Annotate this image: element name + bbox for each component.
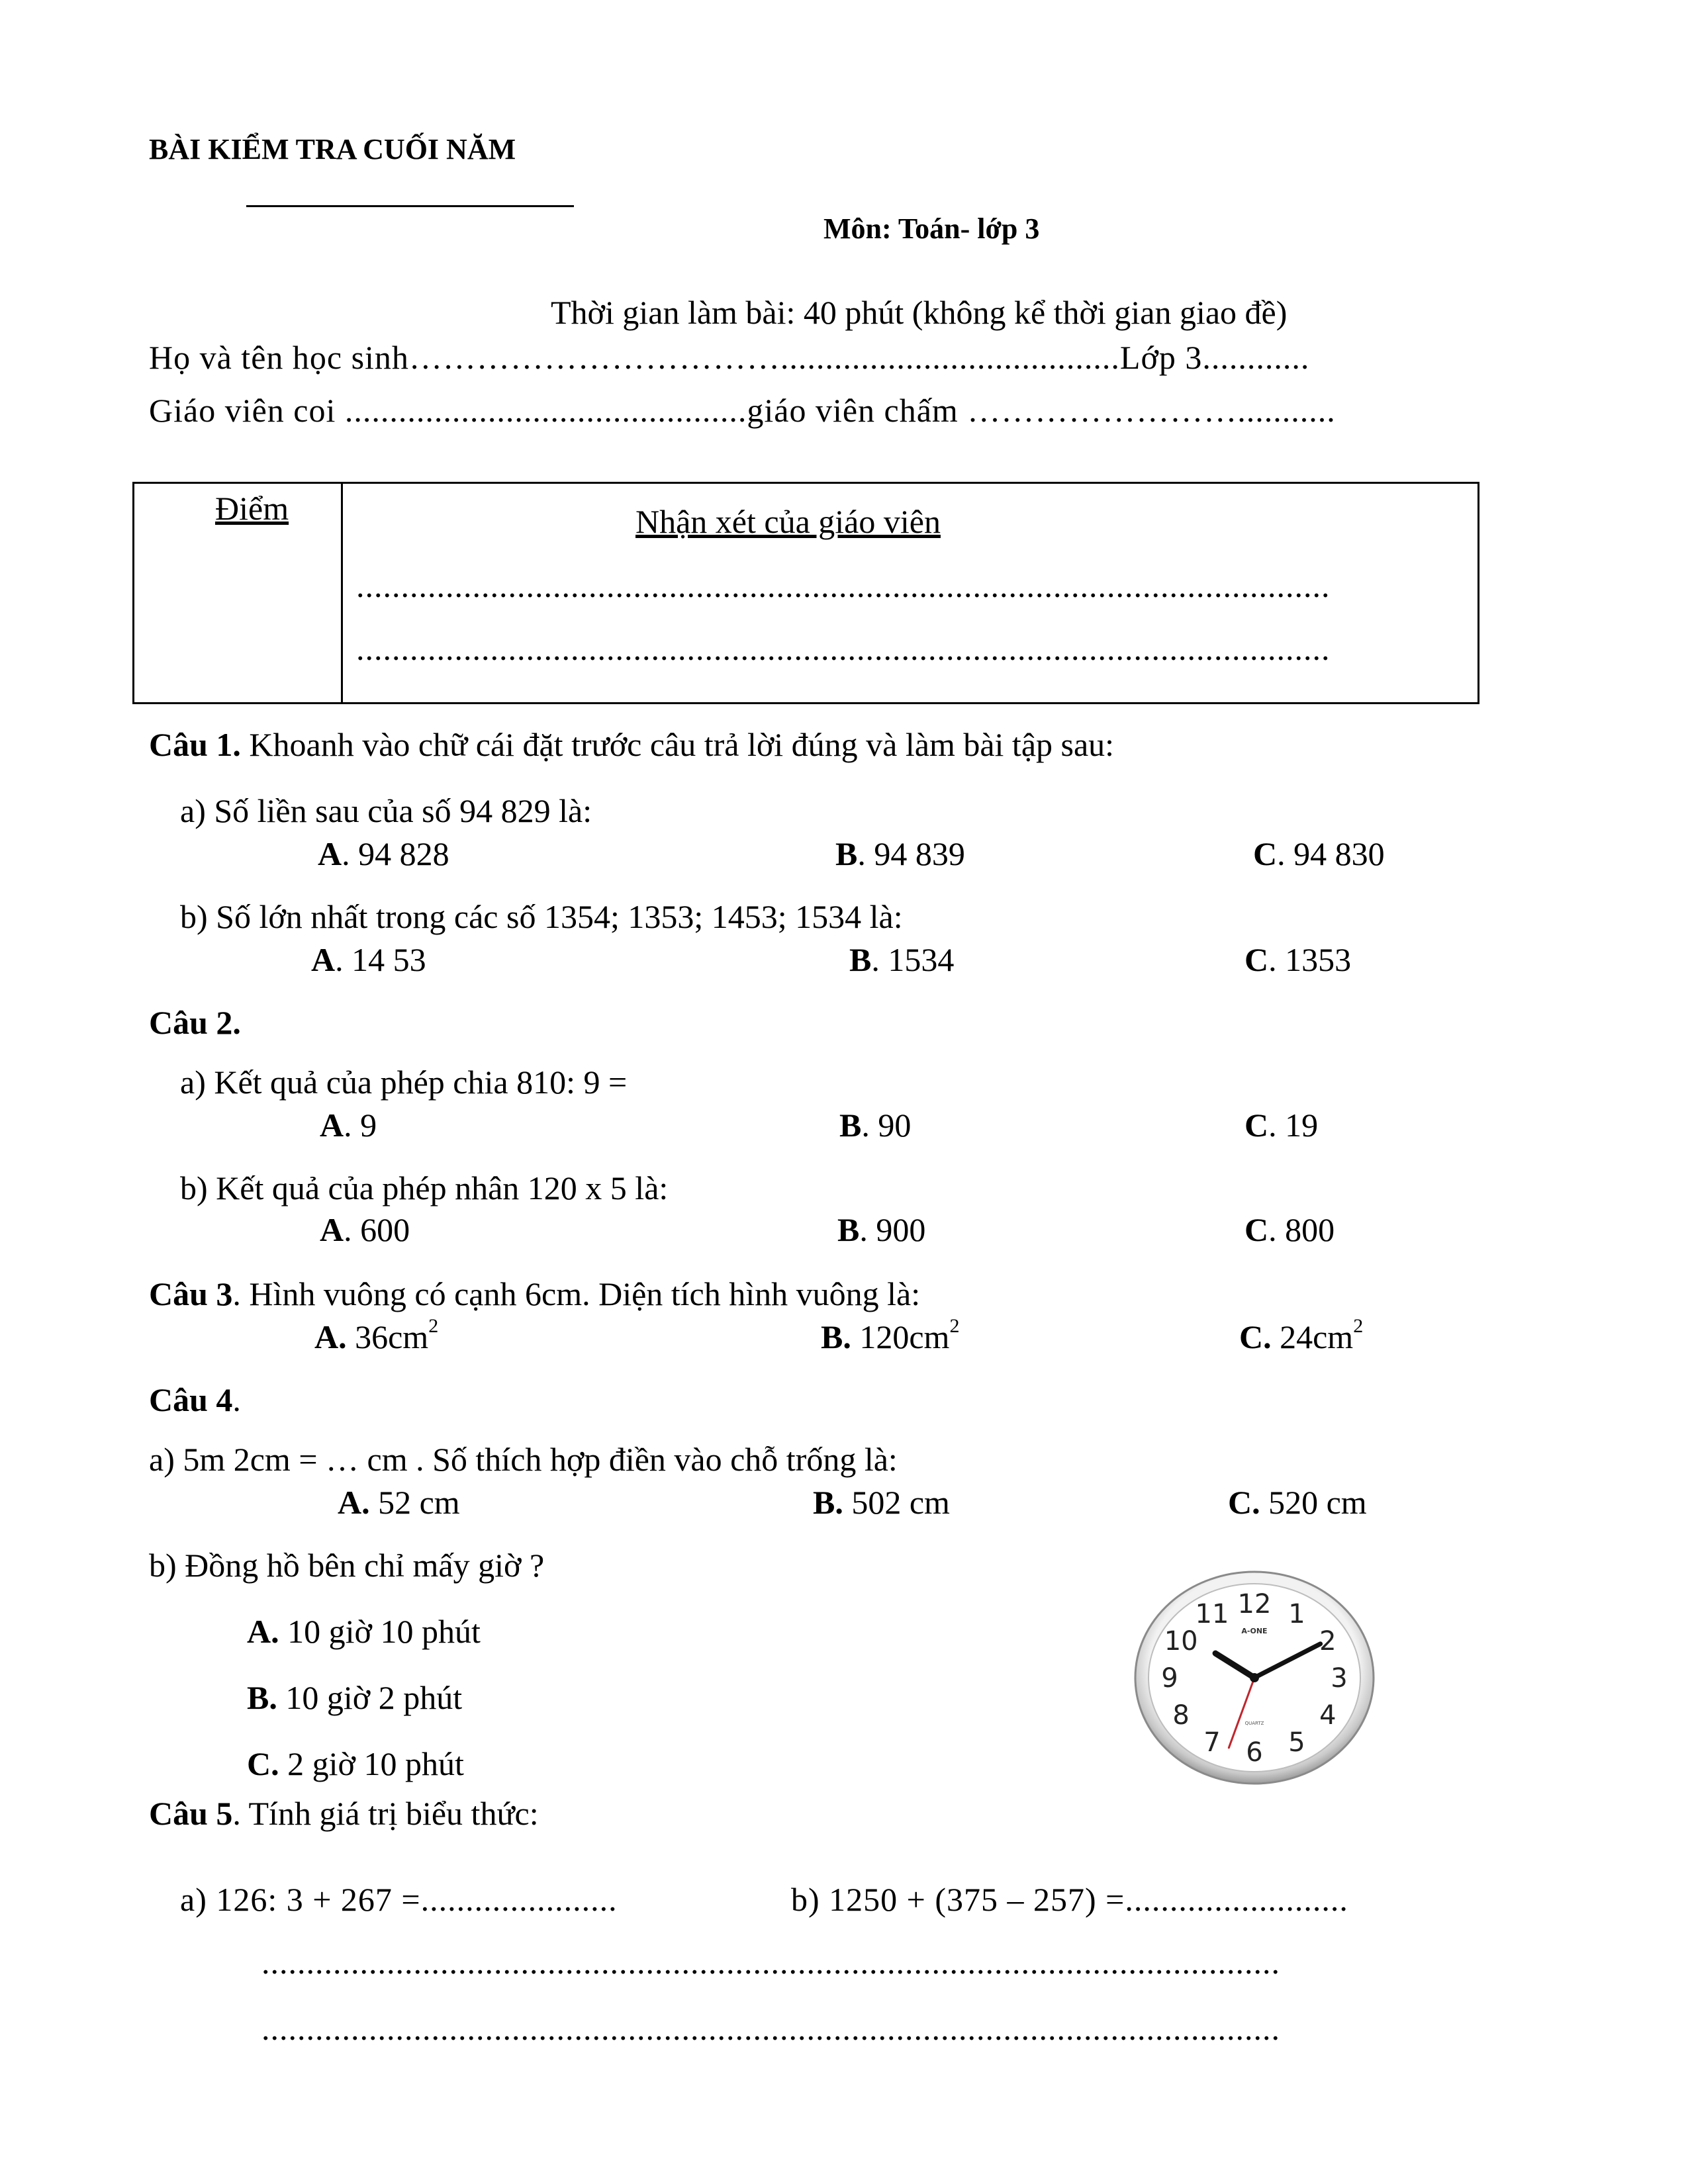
q1b-option-c[interactable] (1244, 940, 1351, 979)
q5-text: . Tính giá trị biểu thức: (232, 1795, 539, 1832)
q2a-option-b[interactable] (839, 1105, 911, 1145)
q5-label: Câu 5 (149, 1795, 233, 1832)
option-letter: C (1244, 941, 1269, 978)
option-letter: B (835, 835, 858, 872)
clock-numeral: 10 (1164, 1626, 1198, 1657)
comment-dots-1: ............................................................................................................. (356, 567, 1331, 604)
option-letter: A (320, 1211, 344, 1248)
q1-text: Khoanh vào chữ cái đặt trước câu trả lời đúng và làm bài tập sau: (240, 726, 1115, 763)
option-letter: B. (813, 1484, 843, 1521)
option-text: 120cm (851, 1318, 950, 1355)
option-text: . 19 (1268, 1107, 1319, 1144)
q2a-option-c[interactable] (1244, 1105, 1318, 1145)
q4a-prompt: a) 5m 2cm = … cm . Số thích hợp điền vào chỗ trống là: (149, 1441, 898, 1478)
q4-label: Câu 4 (149, 1381, 233, 1418)
superscript: 2 (1353, 1315, 1364, 1337)
clock-numeral: 1 (1288, 1599, 1305, 1630)
q3-label: Câu 3 (149, 1275, 233, 1312)
q4b-option-c[interactable] (247, 1744, 464, 1784)
option-letter: B (849, 941, 872, 978)
q2b-option-c[interactable] (1244, 1210, 1335, 1250)
clock-numeral: 12 (1237, 1589, 1272, 1619)
q3-option-c[interactable] (1239, 1317, 1363, 1357)
q2-label: Câu 2. (149, 1004, 241, 1041)
option-letter: B. (247, 1679, 277, 1716)
q1-label: Câu 1. (149, 726, 241, 763)
option-text: 24cm (1271, 1318, 1354, 1355)
option-text: . 94 828 (342, 835, 449, 872)
q2b-option-a[interactable] (320, 1210, 410, 1250)
option-letter: C (1244, 1107, 1269, 1144)
clock-numeral: 9 (1161, 1663, 1178, 1694)
comment-label: Nhận xét của giáo viên (635, 503, 941, 540)
q4-heading (149, 1380, 241, 1420)
clock-numeral: 6 (1246, 1737, 1263, 1768)
comment-dots-2: ............................................................................................................. (356, 630, 1331, 667)
q1b-option-b[interactable] (849, 940, 954, 979)
clock-numeral: 5 (1288, 1727, 1305, 1758)
clock-numeral: 8 (1172, 1700, 1190, 1731)
option-text: 2 giờ 10 phút (279, 1745, 464, 1782)
option-letter: C. (1228, 1484, 1260, 1521)
q1a-prompt: a) Số liền sau của số 94 829 là: (180, 792, 592, 829)
option-letter: B (837, 1211, 860, 1248)
clock-numeral: 11 (1195, 1599, 1229, 1630)
q2a-option-a[interactable] (320, 1105, 377, 1145)
q1b-option-a[interactable] (311, 940, 426, 979)
option-letter: A. (314, 1318, 347, 1355)
option-letter: A. (247, 1613, 279, 1650)
option-letter: A (320, 1107, 344, 1144)
q4a-option-b[interactable] (813, 1482, 950, 1522)
subject-line: Môn: Toán- lớp 3 (823, 212, 1040, 245)
option-text: 10 giờ 2 phút (277, 1679, 463, 1716)
option-text: 52 cm (369, 1484, 460, 1521)
clock-numeral: 3 (1331, 1663, 1348, 1694)
option-letter: A (318, 835, 342, 872)
option-letter: C (1253, 835, 1278, 872)
superscript: 2 (428, 1315, 439, 1337)
q1b-prompt: b) Số lớn nhất trong các số 1354; 1353; 1453; 1534 là: (180, 898, 903, 935)
option-text: . 1353 (1268, 941, 1352, 978)
option-letter: A. (338, 1484, 370, 1521)
option-text: . 9 (344, 1107, 377, 1144)
option-text: . 94 830 (1277, 835, 1385, 872)
clock-brand: A-ONE (1241, 1627, 1268, 1635)
q4a-option-a[interactable] (338, 1482, 460, 1522)
score-box-divider (341, 482, 343, 704)
option-letter: C. (1239, 1318, 1272, 1355)
q3-heading (149, 1274, 920, 1314)
q5-heading (149, 1794, 539, 1833)
q4b-prompt: b) Đồng hồ bên chỉ mấy giờ ? (149, 1547, 545, 1584)
clock-numeral: 4 (1319, 1700, 1336, 1731)
q2b-prompt: b) Kết quả của phép nhân 120 x 5 là: (180, 1169, 669, 1206)
q5b-expression[interactable]: b) 1250 + (375 – 257) =......................... (791, 1881, 1348, 1918)
q1-heading (149, 725, 1114, 764)
option-letter: B. (821, 1318, 851, 1355)
option-letter: C. (247, 1745, 279, 1782)
time-line: Thời gian làm bài: 40 phút (không kể thời gian giao đề) (551, 294, 1288, 331)
q1a-option-a[interactable] (318, 834, 449, 874)
teacher-line: Giáo viên coi .............................................giáo viên chấm ……………………........... (149, 392, 1336, 429)
q5-work-dots-2[interactable]: .................................................................................................................. (261, 2010, 1280, 2047)
q1a-option-c[interactable] (1253, 834, 1385, 874)
option-text: 36cm (346, 1318, 429, 1355)
option-text: . 600 (344, 1211, 410, 1248)
q1a-option-b[interactable] (835, 834, 965, 874)
score-label: Điểm (215, 490, 289, 527)
clock-numeral: 2 (1319, 1626, 1336, 1657)
q4b-option-a[interactable] (247, 1612, 481, 1651)
option-text: . 90 (861, 1107, 912, 1144)
title-underline (246, 205, 574, 207)
q3-option-a[interactable] (314, 1317, 438, 1357)
q5a-expression[interactable]: a) 126: 3 + 267 =...................... (180, 1881, 618, 1918)
option-letter: B (839, 1107, 862, 1144)
option-text: . 1534 (871, 941, 955, 978)
superscript: 2 (949, 1315, 960, 1337)
q5-work-dots-1[interactable]: .................................................................................................................. (261, 1944, 1280, 1981)
q4a-option-c[interactable] (1228, 1482, 1367, 1522)
option-letter: A (311, 941, 336, 978)
clock-quartz-label: QUARTZ (1244, 1721, 1264, 1726)
wall-clock-image (1132, 1569, 1377, 1787)
option-text: 10 giờ 10 phút (279, 1613, 481, 1650)
q2b-option-b[interactable] (837, 1210, 925, 1250)
option-text: . 800 (1268, 1211, 1335, 1248)
option-text: . 900 (859, 1211, 926, 1248)
q4b-option-b[interactable] (247, 1678, 462, 1717)
option-letter: C (1244, 1211, 1269, 1248)
q2a-prompt: a) Kết quả của phép chia 810: 9 = (180, 1064, 628, 1101)
q3-option-b[interactable] (821, 1317, 959, 1357)
option-text: 520 cm (1260, 1484, 1367, 1521)
option-text: 502 cm (843, 1484, 950, 1521)
clock-center-pin (1250, 1673, 1259, 1682)
clock-numeral: 7 (1203, 1727, 1221, 1758)
option-text: . 14 53 (335, 941, 426, 978)
q3-text: . Hình vuông có cạnh 6cm. Diện tích hình vuông là: (232, 1275, 921, 1312)
q4-label-dot: . (232, 1381, 241, 1418)
student-name-line: Họ và tên học sinh……………………………......................................Lớp 3............ (149, 339, 1310, 376)
exam-title: BÀI KIỂM TRA CUỐI NĂM (149, 133, 516, 165)
option-text: . 94 839 (857, 835, 965, 872)
